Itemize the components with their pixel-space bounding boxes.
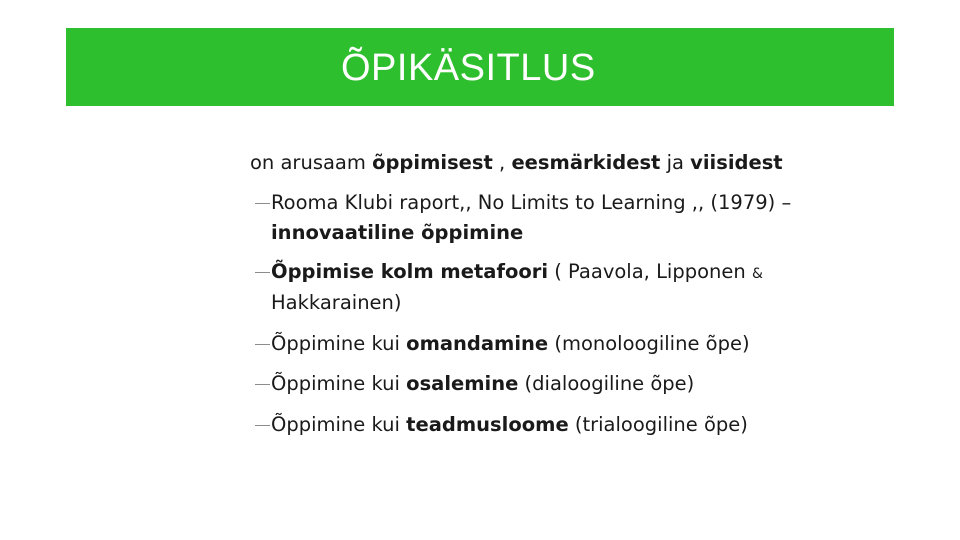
bullet-1-line-2: [271, 216, 523, 250]
bullet-dash: [255, 203, 270, 204]
intro-text: ,: [492, 151, 512, 174]
intro-line: [250, 146, 783, 180]
bullet-dash: [255, 272, 270, 273]
slide-title: ÕPIKÄSITLUS: [341, 47, 596, 89]
bullet-5-bold: teadmusloome: [406, 413, 569, 436]
bullet-3-text: (monoloogiline õpe): [548, 332, 750, 355]
bullet-4-bold: osalemine: [406, 372, 519, 395]
bullet-5-line: [271, 408, 748, 442]
bullet-3-line: [271, 327, 750, 361]
intro-bold-term: viisidest: [690, 151, 783, 174]
bullet-4-text: (dialoogiline õpe): [518, 372, 695, 395]
bullet-1-line-1: Rooma Klubi raport,, No Limits to Learning ,, (1979) –: [271, 191, 792, 214]
bullet-5-text: Õppimine kui: [271, 413, 407, 436]
bullet-4-line: [271, 367, 694, 401]
bullet-3-text: Õppimine kui: [271, 332, 407, 355]
intro-text: ja: [660, 151, 691, 174]
ampersand-glyph: &: [751, 266, 763, 282]
bullet-5-text: (trialoogiline õpe): [568, 413, 748, 436]
intro-bold-term: õppimisest: [372, 151, 493, 174]
bullet-2-text: ( Paavola, Lipponen: [548, 260, 752, 283]
bullet-dash: [255, 384, 270, 385]
intro-text: on arusaam: [250, 151, 373, 174]
bullet-dash: [255, 425, 270, 426]
intro-bold-term: eesmärkidest: [511, 151, 661, 174]
bullet-1-bold: innovaatiline õppimine: [271, 221, 524, 244]
bullet-2-line-2: Hakkarainen): [271, 291, 402, 314]
bullet-dash: [255, 344, 270, 345]
bullet-4-text: Õppimine kui: [271, 372, 407, 395]
bullet-2-bold: Õppimise kolm metafoori: [271, 260, 549, 283]
bullet-3-bold: omandamine: [406, 332, 549, 355]
